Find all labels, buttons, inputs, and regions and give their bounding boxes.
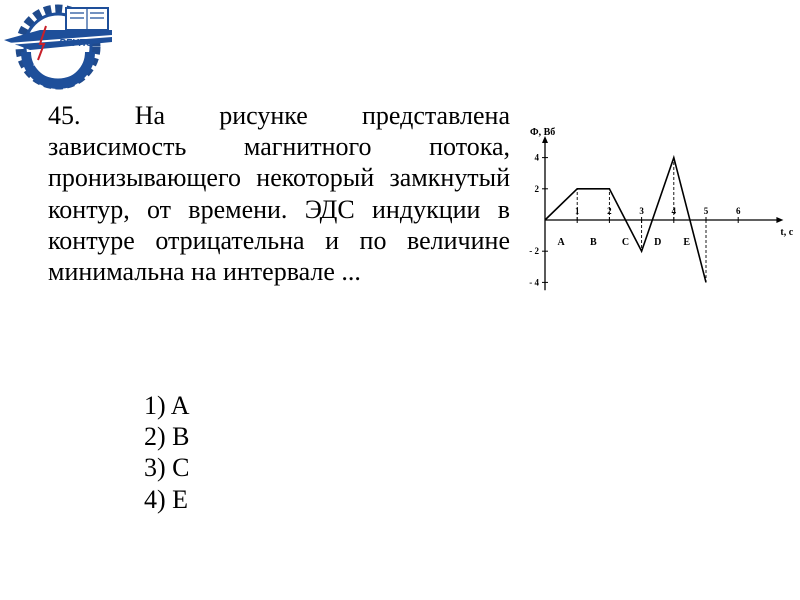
- y-tick-label: - 2: [529, 246, 539, 257]
- y-tick-label: 4: [534, 152, 539, 163]
- interval-label-d: D: [654, 237, 662, 248]
- x-tick-label: 5: [703, 206, 709, 216]
- answer-option-3[interactable]: 3) C: [144, 453, 190, 483]
- x-tick-label: 3: [639, 206, 644, 216]
- x-axis-arrow: [776, 217, 783, 223]
- interval-label-b: B: [589, 237, 597, 248]
- interval-labels: [557, 237, 690, 248]
- logo-text: РГУПС: [59, 38, 93, 49]
- question-text: 45. На рисунке представлена зависимость магнитного потока, пронизывающего некоторый замкнутый контур, от времени. ЭДС индукции в контуре отрицательна и по величине минимальна на интервале ...: [48, 101, 510, 287]
- x-tick-label: 4: [671, 206, 677, 216]
- y-tick-label: 2: [534, 183, 539, 194]
- answer-option-1[interactable]: 1) A: [144, 391, 190, 420]
- interval-label-c: C: [621, 237, 630, 248]
- flux-chart: [518, 103, 794, 303]
- rgups-logo: [0, 0, 118, 90]
- answer-option-2[interactable]: 2) B: [144, 422, 190, 452]
- y-tick-label: - 4: [529, 277, 539, 288]
- x-tick-label: 1: [574, 206, 580, 216]
- interval-label-a: A: [557, 237, 565, 248]
- y-axis-label: Ф, Вб: [530, 127, 556, 138]
- answer-list: [144, 390, 190, 515]
- logo-ring-text: РОСТОВ-НА-ДОНУ: [33, 62, 83, 68]
- answer-option-4[interactable]: 4) E: [144, 484, 189, 514]
- x-tick-label: 6: [735, 206, 741, 216]
- x-axis-label: t, c: [780, 227, 794, 238]
- interval-label-e: E: [683, 237, 691, 248]
- x-tick-label: 2: [607, 206, 612, 216]
